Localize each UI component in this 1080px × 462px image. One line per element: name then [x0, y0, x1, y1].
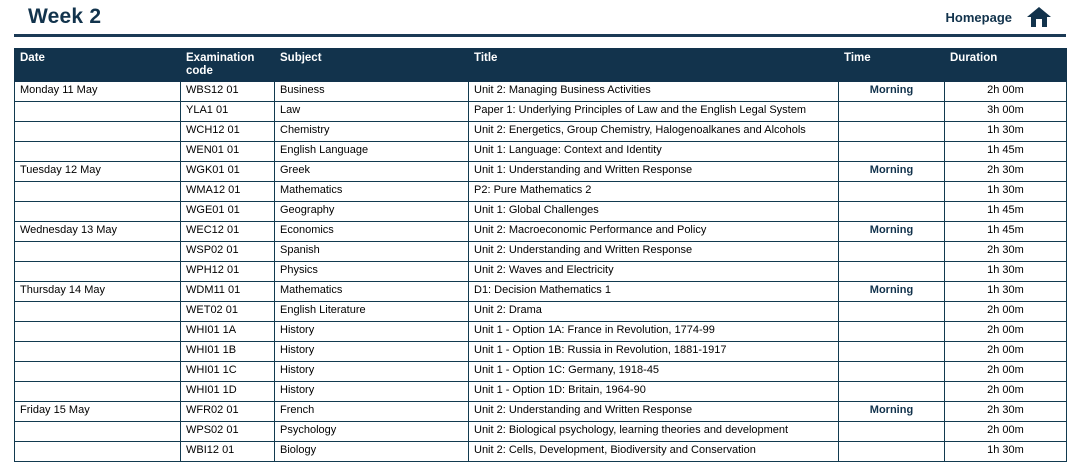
page-header [14, 0, 1066, 37]
cell-time: Morning [839, 402, 945, 422]
table-row [15, 322, 1067, 342]
table-header-row [15, 49, 1067, 82]
header-actions [946, 6, 1066, 28]
cell-examination-code: WMA12 01 [181, 182, 275, 202]
cell-duration: 2h 00m [945, 322, 1067, 342]
cell-duration: 1h 30m [945, 122, 1067, 142]
cell-examination-code: WFR02 01 [181, 402, 275, 422]
cell-examination-code: WBI12 01 [181, 442, 275, 462]
cell-subject: History [275, 322, 469, 342]
cell-duration: 1h 30m [945, 442, 1067, 462]
page-title: Week 2 [28, 5, 102, 28]
cell-time [839, 302, 945, 322]
cell-time [839, 242, 945, 262]
cell-title: P2: Pure Mathematics 2 [469, 182, 839, 202]
cell-title: Unit 2: Understanding and Written Response [469, 402, 839, 422]
cell-duration: 2h 00m [945, 302, 1067, 322]
cell-time: Afternoon [839, 262, 945, 282]
cell-duration: 1h 30m [945, 282, 1067, 302]
table-row [15, 262, 1067, 282]
cell-subject: Spanish [275, 242, 469, 262]
cell-examination-code: WGE01 01 [181, 202, 275, 222]
cell-examination-code: WGK01 01 [181, 162, 275, 182]
cell-duration: 1h 30m [945, 182, 1067, 202]
table-body [15, 82, 1067, 462]
cell-duration: 1h 45m [945, 142, 1067, 162]
cell-time: Afternoon [839, 122, 945, 142]
cell-date [15, 122, 181, 142]
column-header-examination-code [181, 49, 275, 82]
cell-title: Unit 2: Biological psychology, learning theories and development [469, 422, 839, 442]
cell-date [15, 202, 181, 222]
cell-examination-code: WPS02 01 [181, 422, 275, 442]
cell-date: Friday 15 May [15, 402, 181, 422]
cell-subject: English Language [275, 142, 469, 162]
cell-subject: History [275, 362, 469, 382]
table-row [15, 142, 1067, 162]
cell-examination-code: WCH12 01 [181, 122, 275, 142]
cell-title: Unit 1 - Option 1A: France in Revolution, 1774-99 [469, 322, 839, 342]
table-row [15, 102, 1067, 122]
table-row [15, 362, 1067, 382]
table-row [15, 222, 1067, 242]
cell-subject: French [275, 402, 469, 422]
column-header-date: Date [15, 49, 181, 82]
cell-date: Monday 11 May [15, 82, 181, 102]
column-header-time: Time [839, 49, 945, 82]
cell-title: Unit 1: Language: Context and Identity [469, 142, 839, 162]
cell-time: Morning [839, 162, 945, 182]
column-header-code-line2: code [186, 65, 213, 78]
cell-subject: History [275, 342, 469, 362]
cell-time: Afternoon [839, 442, 945, 462]
cell-examination-code: WEN01 01 [181, 142, 275, 162]
cell-time: Morning [839, 282, 945, 302]
table-row [15, 382, 1067, 402]
cell-examination-code: WDM11 01 [181, 282, 275, 302]
cell-subject: Mathematics [275, 182, 469, 202]
table-row [15, 442, 1067, 462]
table-row [15, 242, 1067, 262]
cell-date: Tuesday 12 May [15, 162, 181, 182]
cell-date [15, 442, 181, 462]
cell-duration: 2h 00m [945, 342, 1067, 362]
table-row [15, 122, 1067, 142]
table-row [15, 282, 1067, 302]
homepage-link[interactable]: Homepage [945, 9, 1012, 25]
home-icon[interactable] [1026, 6, 1052, 28]
cell-duration: 2h 00m [945, 362, 1067, 382]
cell-title: D1: Decision Mathematics 1 [469, 282, 839, 302]
cell-date [15, 142, 181, 162]
cell-examination-code: WEC12 01 [181, 222, 275, 242]
cell-subject: History [275, 382, 469, 402]
cell-date: Wednesday 13 May [15, 222, 181, 242]
cell-examination-code: YLA1 01 [181, 102, 275, 122]
cell-date [15, 242, 181, 262]
cell-title: Unit 1 - Option 1B: Russia in Revolution, 1881-1917 [469, 342, 839, 362]
cell-duration: 2h 00m [945, 422, 1067, 442]
table-row [15, 182, 1067, 202]
cell-title: Unit 2: Cells, Development, Biodiversity and Conservation [469, 442, 839, 462]
cell-time [839, 422, 945, 442]
table-row [15, 302, 1067, 322]
cell-date [15, 182, 181, 202]
cell-time [839, 382, 945, 402]
cell-time: Afternoon [839, 202, 945, 222]
cell-examination-code: WHI01 1B [181, 342, 275, 362]
cell-date [15, 382, 181, 402]
cell-date [15, 102, 181, 122]
cell-title: Unit 2: Managing Business Activities [469, 82, 839, 102]
cell-date [15, 302, 181, 322]
cell-date [15, 262, 181, 282]
column-header-title: Title [469, 49, 839, 82]
cell-subject: Physics [275, 262, 469, 282]
cell-subject: Greek [275, 162, 469, 182]
cell-time [839, 142, 945, 162]
cell-time: Afternoon [839, 322, 945, 342]
cell-title: Paper 1: Underlying Principles of Law and the English Legal System [469, 102, 839, 122]
column-header-duration: Duration [945, 49, 1067, 82]
cell-examination-code: WHI01 1A [181, 322, 275, 342]
cell-title: Unit 2: Macroeconomic Performance and Policy [469, 222, 839, 242]
table-row [15, 202, 1067, 222]
cell-duration: 2h 30m [945, 242, 1067, 262]
table-row [15, 402, 1067, 422]
cell-title: Unit 2: Waves and Electricity [469, 262, 839, 282]
cell-title: Unit 1 - Option 1D: Britain, 1964-90 [469, 382, 839, 402]
cell-time: Morning [839, 82, 945, 102]
cell-examination-code: WET02 01 [181, 302, 275, 322]
cell-examination-code: WPH12 01 [181, 262, 275, 282]
column-header-code-line1: Examination [186, 52, 255, 64]
cell-title: Unit 2: Energetics, Group Chemistry, Halogenoalkanes and Alcohols [469, 122, 839, 142]
cell-subject: Chemistry [275, 122, 469, 142]
cell-title: Unit 1 - Option 1C: Germany, 1918-45 [469, 362, 839, 382]
cell-time [839, 182, 945, 202]
table-row [15, 162, 1067, 182]
cell-time: Morning [839, 222, 945, 242]
cell-duration: 2h 00m [945, 82, 1067, 102]
cell-duration: 1h 30m [945, 262, 1067, 282]
cell-duration: 1h 45m [945, 202, 1067, 222]
cell-subject: Psychology [275, 422, 469, 442]
cell-subject: Business [275, 82, 469, 102]
cell-duration: 3h 00m [945, 102, 1067, 122]
cell-duration: 2h 00m [945, 382, 1067, 402]
cell-examination-code: WHI01 1D [181, 382, 275, 402]
cell-subject: Biology [275, 442, 469, 462]
cell-time [839, 102, 945, 122]
cell-date [15, 322, 181, 342]
cell-subject: Mathematics [275, 282, 469, 302]
cell-subject: Geography [275, 202, 469, 222]
table-row [15, 342, 1067, 362]
cell-subject: English Literature [275, 302, 469, 322]
cell-examination-code: WHI01 1C [181, 362, 275, 382]
column-header-subject: Subject [275, 49, 469, 82]
cell-subject: Economics [275, 222, 469, 242]
cell-duration: 2h 30m [945, 162, 1067, 182]
cell-duration: 1h 45m [945, 222, 1067, 242]
cell-examination-code: WBS12 01 [181, 82, 275, 102]
cell-date [15, 422, 181, 442]
cell-time [839, 362, 945, 382]
cell-date: Thursday 14 May [15, 282, 181, 302]
cell-date [15, 362, 181, 382]
table-row [15, 82, 1067, 102]
cell-examination-code: WSP02 01 [181, 242, 275, 262]
table-row [15, 422, 1067, 442]
cell-date [15, 342, 181, 362]
cell-title: Unit 2: Drama [469, 302, 839, 322]
cell-title: Unit 1: Understanding and Written Response [469, 162, 839, 182]
timetable-container [14, 48, 1066, 462]
cell-subject: Law [275, 102, 469, 122]
cell-duration: 2h 30m [945, 402, 1067, 422]
exam-timetable [14, 48, 1067, 462]
cell-title: Unit 1: Global Challenges [469, 202, 839, 222]
cell-time [839, 342, 945, 362]
cell-title: Unit 2: Understanding and Written Response [469, 242, 839, 262]
